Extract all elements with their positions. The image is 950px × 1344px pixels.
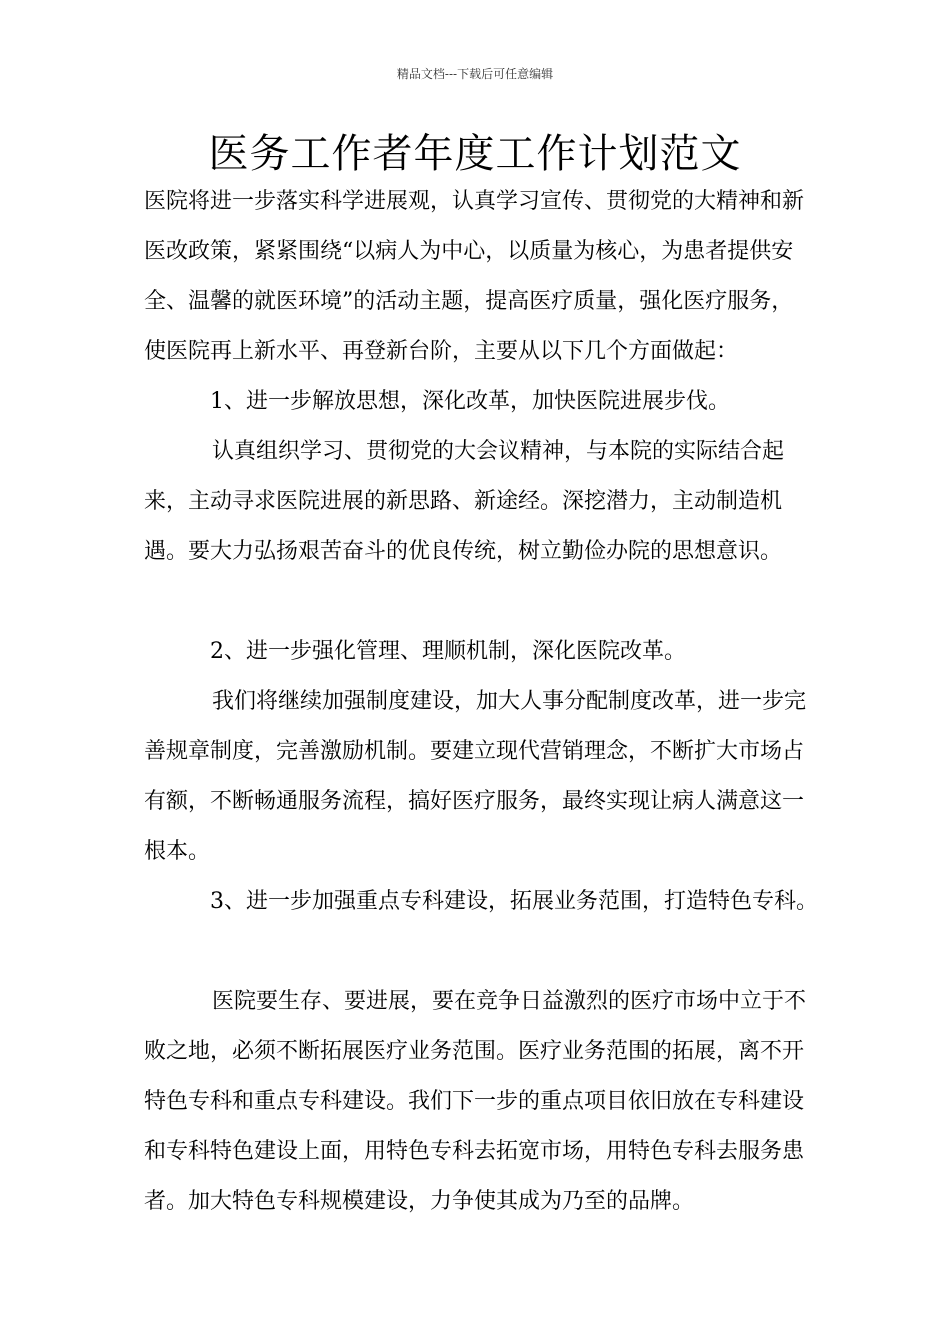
section-heading-3: 3、进一步加强重点专科建设，拓展业务范围，打造特色专科。 (210, 889, 818, 914)
section-body-3: 医院要生存、要进展，要在竞争日益激烈的医疗市场中立于不败之地，必须不断拓展医疗业务范围。医疗业务范围的拓展，离不开特色专科和重点专科建设。我们下一步的重点项目依旧放在专科建设和专科特色建设上面，用特色专科去拓宽市场，用特色专科去服务患者。加大特色专科规模建设，力争使其成为乃至的品牌。 (144, 989, 807, 1214)
section-body-1: 认真组织学习、贯彻党的大会议精神，与本院的实际结合起来，主动寻求医院进展的新思路、新途经。深挖潜力，主动制造机遇。要大力弘扬艰苦奋斗的优良传统，树立勤俭办院的思想意识。 (144, 439, 785, 564)
intro-paragraph: 医院将进一步落实科学进展观，认真学习宣传、贯彻党的大精神和新医改政策，紧紧围绕“以病人为中心，以质量为核心，为患者提供安全、温馨的就医环境”的活动主题，提高医疗质量，强化医疗服务，使医院再上新水平、再登新台阶，主要从以下几个方面做起： (144, 189, 805, 364)
section-heading-1: 1、进一步解放思想，深化改革，加快医院进展步伐。 (210, 389, 730, 414)
section-heading-2: 2、进一步强化管理、理顺机制，深化医院改革。 (210, 639, 686, 664)
document-title: 医务工作者年度工作计划范文 (208, 131, 742, 177)
header-note: 精品文档---下载后可任意编辑 (396, 67, 554, 81)
section-body-2: 我们将继续加强制度建设，加大人事分配制度改革，进一步完善规章制度，完善激励机制。要建立现代营销理念，不断扩大市场占有额，不断畅通服务流程，搞好医疗服务，最终实现让病人满意这一根本。 (144, 689, 807, 864)
